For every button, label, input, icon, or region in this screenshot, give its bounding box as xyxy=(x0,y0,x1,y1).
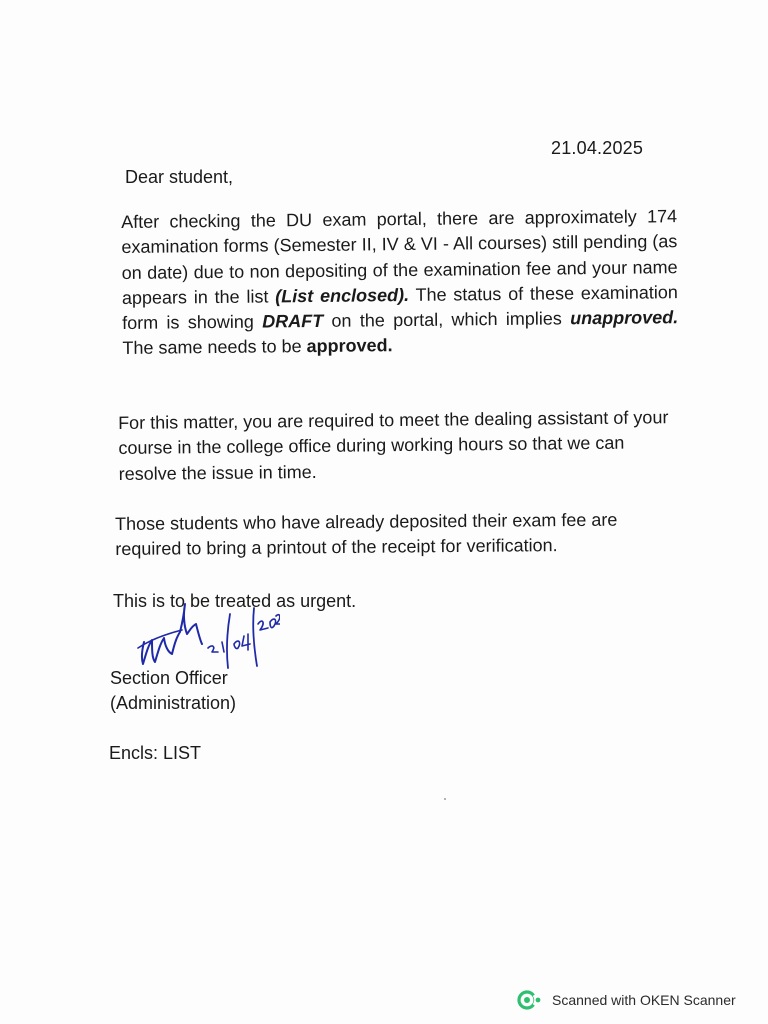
scanner-watermark-text: Scanned with OKEN Scanner xyxy=(552,992,736,1008)
unapproved-emphasis: unapproved. xyxy=(570,307,679,329)
p1-text-4: The same needs to be xyxy=(122,336,307,359)
approved-emphasis: approved. xyxy=(306,335,393,357)
letter-date: 21.04.2025 xyxy=(551,138,644,158)
oken-scanner-logo-icon xyxy=(517,990,543,1010)
p1-text-2: The status of these examination form is showing xyxy=(122,282,678,334)
signatory-block xyxy=(110,666,236,716)
list-enclosed-emphasis: (List enclosed). xyxy=(275,284,410,307)
scanner-watermark xyxy=(517,990,736,1010)
p1-text-1: After checking the DU exam portal, there are approximately 174 examination forms (Semester II, IV & VI - All courses) still pending (as on date) due to non depositing of the examination fee and your name appears in the list xyxy=(121,206,678,308)
salutation: Dear student, xyxy=(125,167,234,187)
paragraph-meet-assistant: For this matter, you are required to meet the dealing assistant of your course in the college office during working hours so that we can resolve the issue in time. xyxy=(118,407,669,484)
paragraph-receipt-verification: Those students who have already deposited their exam fee are required to bring a printout of the receipt for verification. xyxy=(115,509,618,560)
scan-speck xyxy=(444,798,446,800)
paragraph-pending-forms xyxy=(121,204,679,362)
draft-emphasis: DRAFT xyxy=(262,311,324,332)
signatory-department: (Administration) xyxy=(110,693,237,713)
p1-text-3: on the portal, which implies xyxy=(323,308,571,332)
urgent-note: This is to be treated as urgent. xyxy=(113,591,357,611)
handwritten-signature xyxy=(130,588,280,670)
signatory-title: Section Officer xyxy=(110,668,228,688)
enclosure-note: Encls: LIST xyxy=(109,743,202,763)
